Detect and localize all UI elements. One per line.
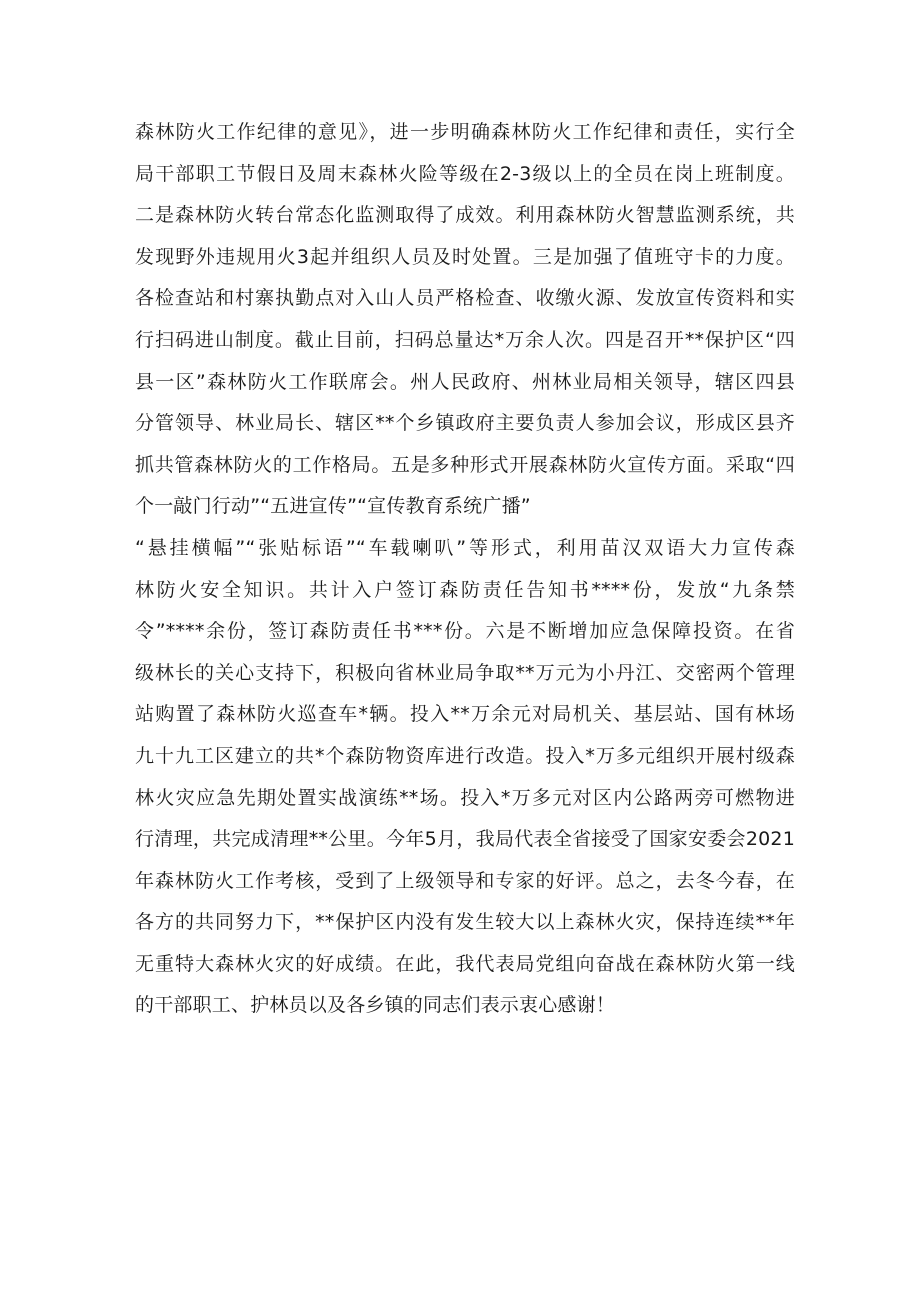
- text-line-15: 站购置了森林防火巡查车*辆。投入**万余元对局机关、基层站、国有林场: [135, 703, 795, 726]
- text-line-8: 分管领导、林业局长、辖区**个乡镇政府主要负责人参加会议，形成区县齐: [135, 412, 795, 435]
- text-line-5: 各检查站和村寨执勤点对入山人员严格检查、收缴火源、发放宣传资料和实: [135, 287, 795, 310]
- text-line-16: 九十九工区建立的共*个森防物资库进行改造。投入*万多元组织开展村级森: [135, 744, 795, 767]
- body-text: [135, 112, 795, 1027]
- text-line-17: 林火灾应急先期处置实战演练**场。投入*万多元对区内公路两旁可燃物进: [135, 786, 795, 809]
- text-line-21: 无重特大森林火灾的好成绩。在此，我代表局党组向奋战在森林防火第一线: [135, 952, 795, 975]
- text-line-11: “悬挂横幅”“张贴标语”“车载喇叭”等形式，利用苗汉双语大力宣传森: [135, 536, 795, 559]
- text-line-12: 林防火安全知识。共计入户签订森防责任告知书****份，发放“九条禁: [135, 578, 795, 601]
- text-line-22: 的干部职工、护林员以及各乡镇的同志们表示衷心感谢！: [135, 994, 616, 1017]
- text-line-14: 级林长的关心支持下，积极向省林业局争取**万元为小丹江、交密两个管理: [135, 661, 795, 684]
- text-line-20: 各方的共同努力下，**保护区内没有发生较大以上森林火灾，保持连续**年: [135, 911, 795, 934]
- text-line-1: 森林防火工作纪律的意见》，进一步明确森林防火工作纪律和责任，实行全: [135, 121, 795, 143]
- text-line-10: 个一敲门行动”“五进宣传”“宣传教育系统广播”: [135, 495, 531, 518]
- text-line-19: 年森林防火工作考核，受到了上级领导和专家的好评。总之，去冬今春，在: [135, 869, 795, 892]
- text-line-6: 行扫码进山制度。截止目前，扫码总量达*万余人次。四是召开**保护区“四: [135, 328, 795, 351]
- text-line-4: 发现野外违规用火3起并组织人员及时处置。三是加强了值班守卡的力度。: [135, 245, 795, 268]
- text-line-9: 抓共管森林防火的工作格局。五是多种形式开展森林防火宣传方面。采取“四: [135, 453, 795, 476]
- text-line-3: 二是森林防火转台常态化监测取得了成效。利用森林防火智慧监测系统，共: [135, 204, 795, 227]
- text-line-13: 令”****余份，签订森防责任书***份。六是不断增加应急保障投资。在省: [135, 620, 795, 643]
- text-line-18: 行清理，共完成清理**公里。今年5月，我局代表全省接受了国家安委会2021: [135, 828, 795, 851]
- text-line-7: 县一区”森林防火工作联席会。州人民政府、州林业局相关领导，辖区四县: [135, 370, 795, 393]
- text-line-2: 局干部职工节假日及周末森林火险等级在2-3级以上的全员在岗上班制度。: [135, 162, 795, 185]
